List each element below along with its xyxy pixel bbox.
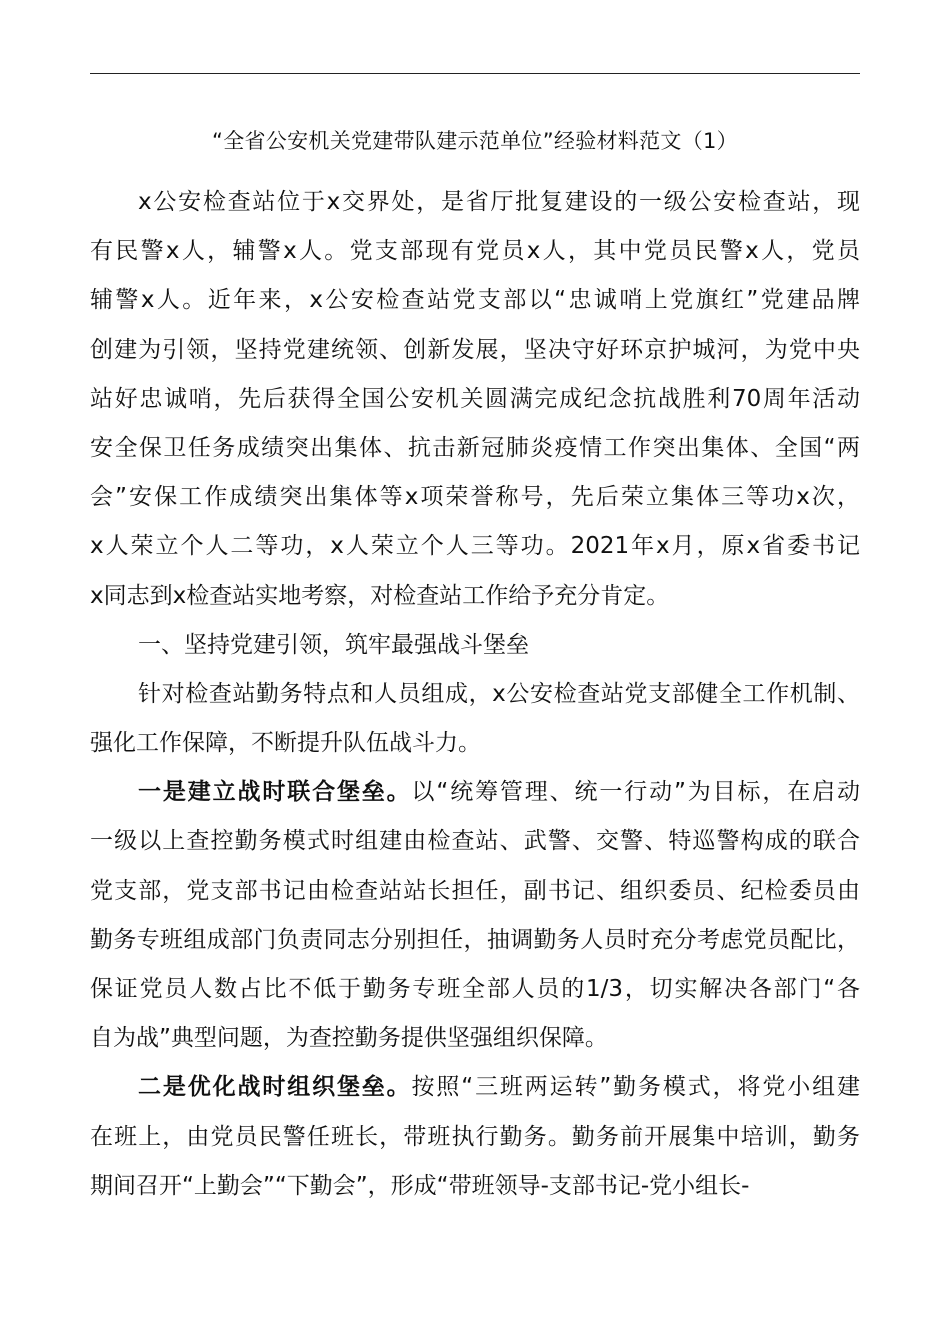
paragraph-line: 强化工作保障，不断提升队伍战斗力。 [90,730,481,757]
paragraph-line: 安全保卫任务成绩突出集体、抗击新冠肺炎疫情工作突出集体、全国“两 [90,434,860,461]
paragraph-line: 在班上，由党员民警任班长，带班执行勤务。勤务前开展集中培训，勤务 [90,1123,860,1150]
paragraph-line: 创建为引领，坚持党建统领、创新发展，坚决守好环京护城河，为党中央 [90,336,860,363]
paragraph-line: 党支部，党支部书记由检查站站长担任，副书记、组织委员、纪检委员由 [90,877,860,904]
document-title: “全省公安机关党建带队建示范单位”经验材料范文（1） [212,129,738,153]
paragraph-line: 自为战”典型问题，为查控勤务提供坚强组织保障。 [90,1025,608,1052]
header-rule [90,73,860,74]
section-heading: 一、坚持党建引领，筑牢最强战斗堡垒 [138,631,529,658]
paragraph-line: x公安检查站位于x交界处，是省厅批复建设的一级公安检查站，现 [138,189,860,215]
paragraph-line: 期间召开“上勤会”“下勤会”，形成“带班领导-支部书记-党小组长- [90,1172,750,1199]
paragraph-line: 一级以上查控勤务模式时组建由检查站、武警、交警、特巡警构成的联合 [90,828,860,855]
paragraph-line [90,768,860,817]
bold-lead: 二是优化战时组织堡垒。 [138,1074,412,1101]
paragraph-text: 以“统筹管理、统一行动”为目标，在启动 [411,779,860,806]
paragraph-line: 会”安保工作成绩突出集体等x项荣誉称号，先后荣立集体三等功x次， [90,484,860,511]
paragraph-line: 辅警x人。近年来，x公安检查站党支部以“忠诚哨上党旗红”党建品牌 [90,287,860,314]
paragraph-line [90,1063,860,1112]
paragraph-line: 勤务专班组成部门负责同志分别担任，抽调勤务人员时充分考虑党员配比， [90,926,860,953]
paragraph-line: x人荣立个人二等功，x人荣立个人三等功。2021年x月，原x省委书记 [90,533,860,560]
paragraph-line: x同志到x检查站实地考察，对检查站工作给予充分肯定。 [90,582,670,609]
paragraph-line: 站好忠诚哨，先后获得全国公安机关圆满完成纪念抗战胜利70周年活动 [90,385,860,412]
bold-lead: 一是建立战时联合堡垒。 [138,779,412,806]
paragraph-line: 有民警x人，辅警x人。党支部现有党员x人，其中党员民警x人，党员 [90,238,860,265]
document-body [90,178,860,1211]
paragraph-text: 按照“三班两运转”勤务模式，将党小组建 [411,1074,860,1101]
paragraph-line: 保证党员人数占比不低于勤务专班全部人员的1/3，切实解决各部门“各 [90,976,860,1002]
paragraph-line: 针对检查站勤务特点和人员组成，x公安检查站党支部健全工作机制、 [138,680,860,707]
